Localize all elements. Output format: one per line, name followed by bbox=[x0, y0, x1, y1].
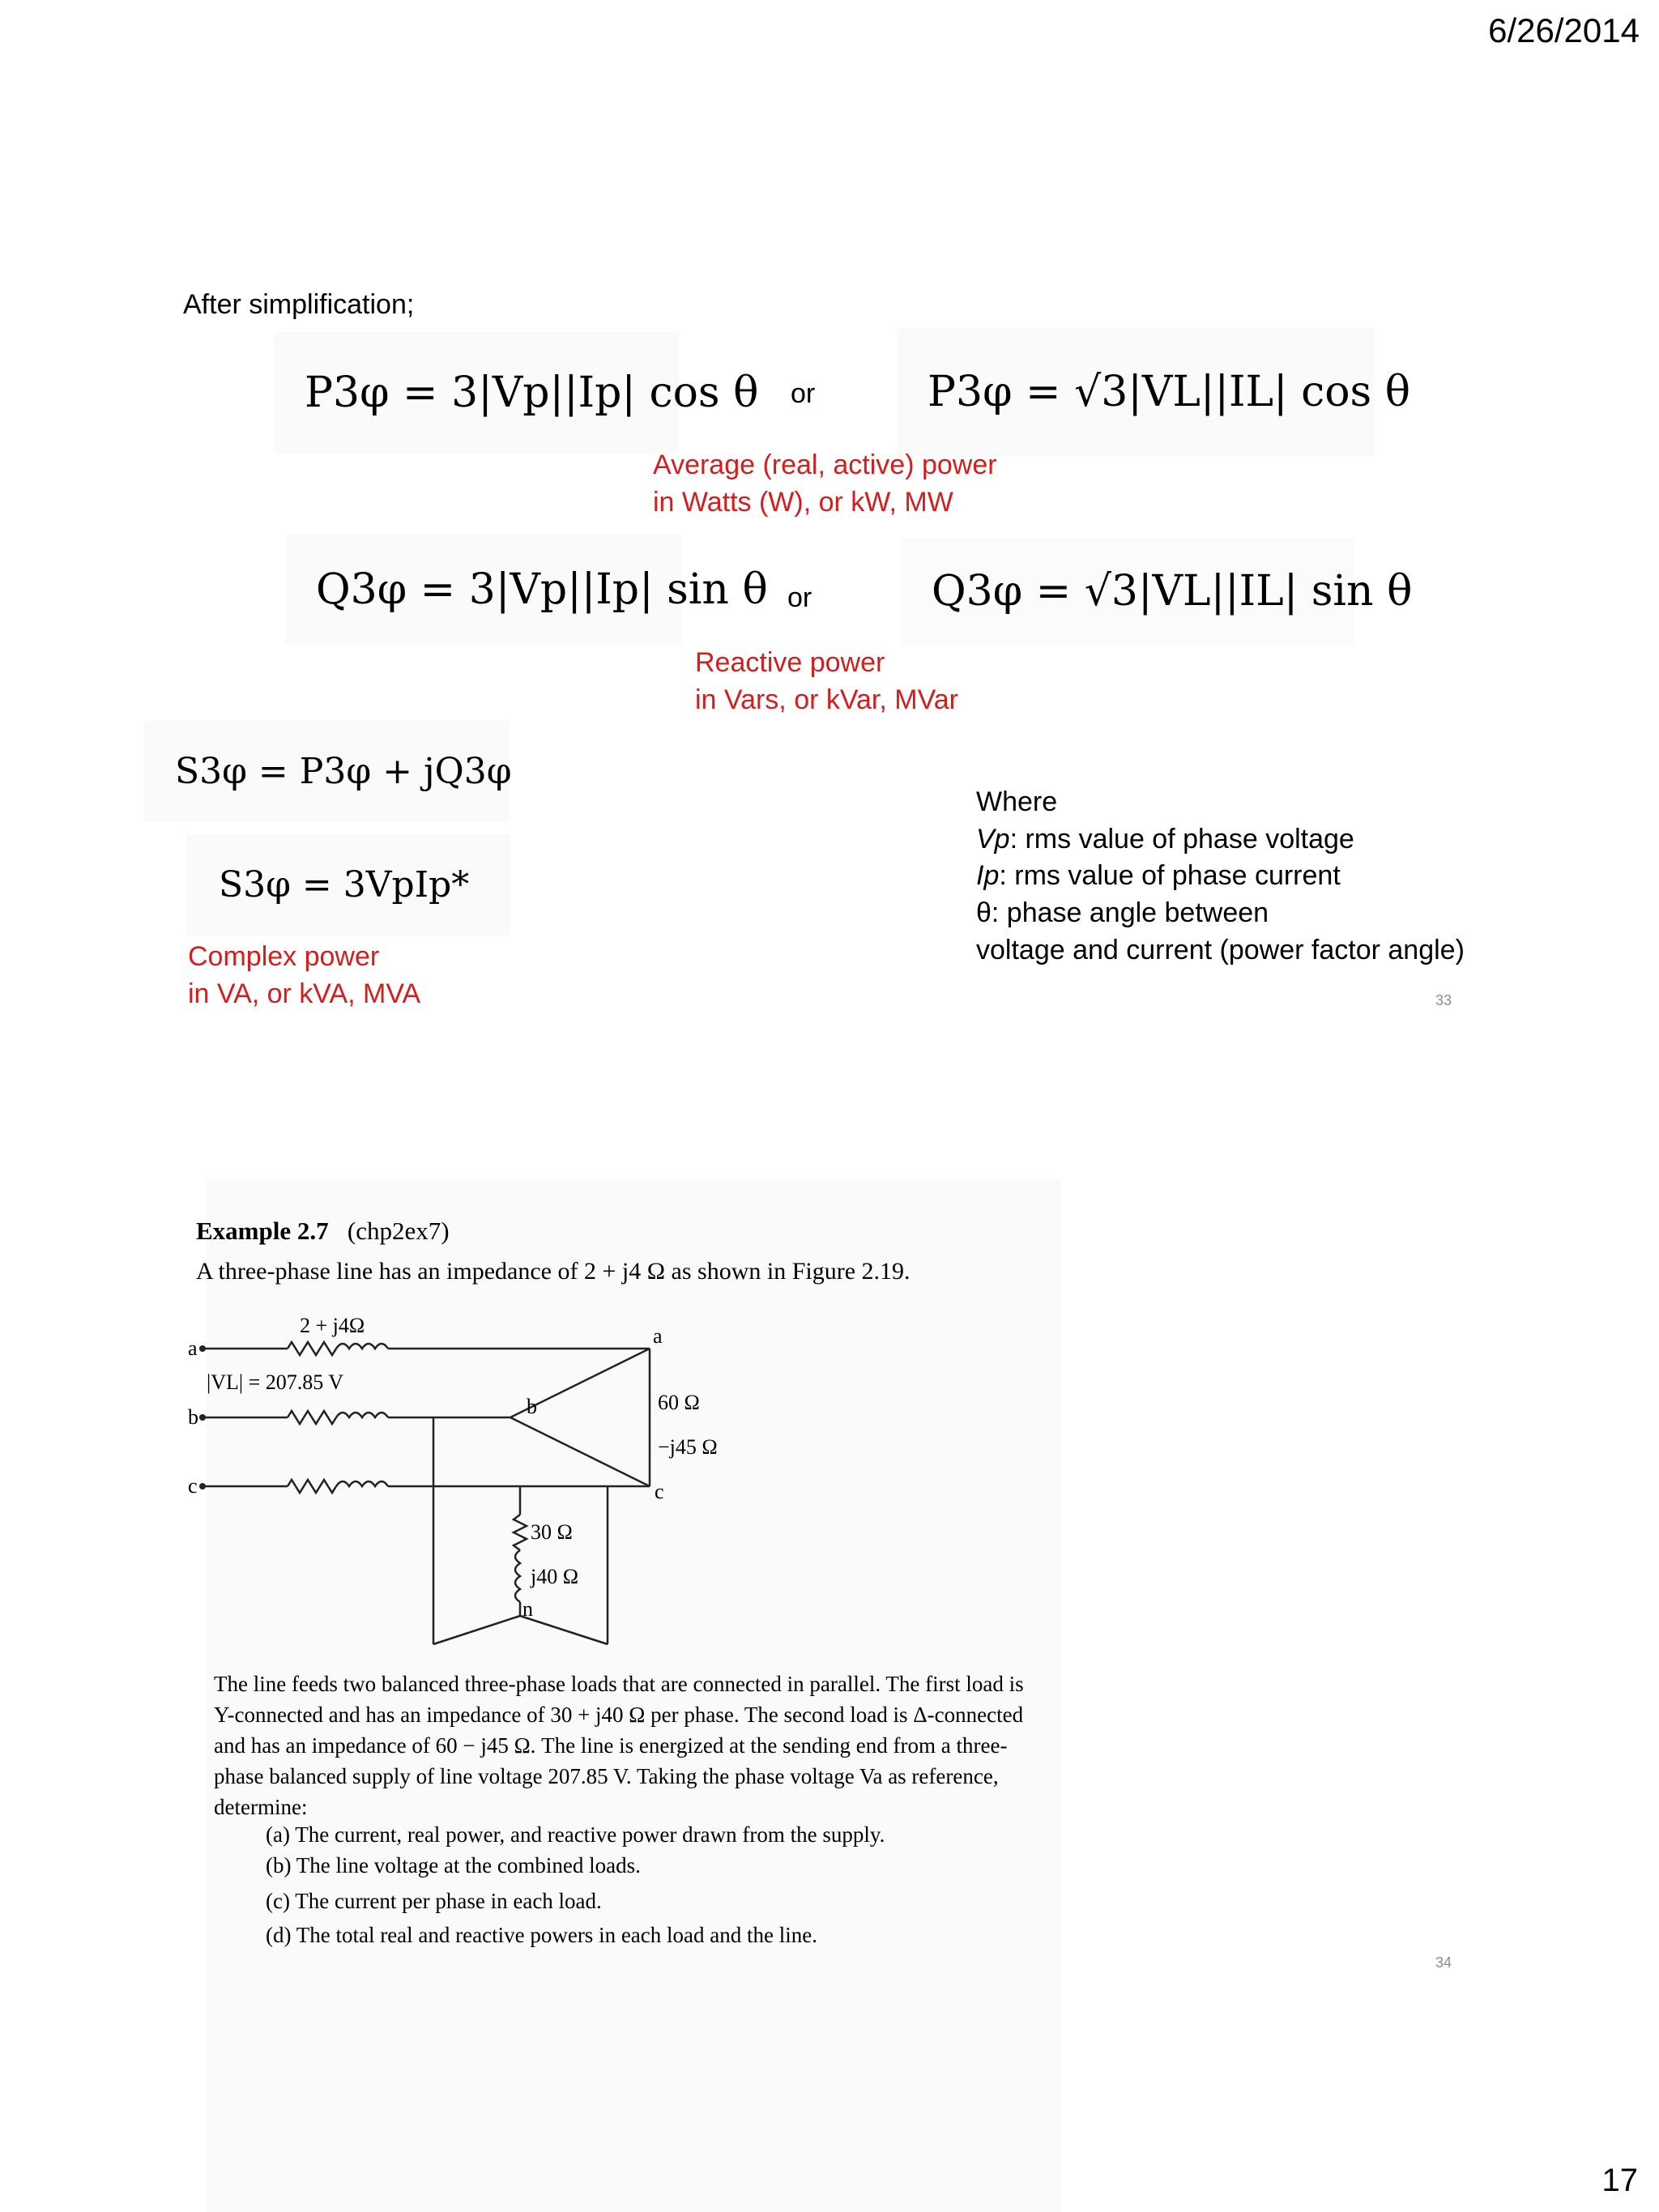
delta-node-b-label: b bbox=[527, 1395, 537, 1418]
delta-node-a-label: a bbox=[653, 1324, 663, 1348]
definition-theta-1: θ: phase angle between bbox=[976, 897, 1269, 928]
line-impedance-label: 2 + j4Ω bbox=[300, 1314, 365, 1337]
note-complex-power-1: Complex power bbox=[188, 941, 380, 972]
or-label-2: or bbox=[787, 582, 812, 613]
delta-reactance-label: −j45 Ω bbox=[658, 1435, 718, 1459]
neutral-label: n bbox=[522, 1597, 533, 1621]
example-label: Example 2.7 bbox=[196, 1217, 329, 1245]
note-average-power-2: in Watts (W), or kW, MW bbox=[653, 487, 953, 518]
equation-q-line: Q3φ = √3|VL||IL| sin θ bbox=[901, 539, 1354, 644]
equation-q-phase: Q3φ = 3|Vp||Ip| sin θ bbox=[285, 535, 682, 644]
example-ref: (chp2ex7) bbox=[347, 1217, 450, 1245]
question-item-c: (c) The current per phase in each load. bbox=[266, 1889, 602, 1913]
page-number: 17 bbox=[1601, 2163, 1638, 2198]
definition-ip bbox=[976, 857, 1341, 894]
definition-vp bbox=[976, 820, 1354, 858]
note-reactive-power-2: in Vars, or kVar, MVar bbox=[695, 684, 958, 715]
question-item-b: (b) The line voltage at the combined loads. bbox=[266, 1853, 641, 1877]
equation-s-sum: S3φ = P3φ + jQ3φ bbox=[144, 721, 509, 822]
header-date: 6/26/2014 bbox=[1488, 11, 1640, 49]
or-label-1: or bbox=[791, 378, 816, 409]
equation-s-product: S3φ = 3VpIp* bbox=[186, 834, 510, 936]
node-c-label: c bbox=[188, 1474, 198, 1498]
note-complex-power-2: in VA, or kVA, MVA bbox=[188, 978, 421, 1009]
circuit-diagram bbox=[186, 1304, 770, 1660]
example-statement: A three-phase line has an impedance of 2 + j4 Ω as shown in Figure 2.19. bbox=[196, 1258, 911, 1285]
definition-theta-2: voltage and current (power factor angle) bbox=[976, 935, 1465, 965]
equation-p-phase: P3φ = 3|Vp||Ip| cos θ bbox=[274, 332, 679, 454]
vp-symbol: Vp bbox=[976, 824, 1010, 855]
wye-resistance-label: 30 Ω bbox=[531, 1520, 573, 1544]
question-item-d: (d) The total real and reactive powers in each load and the line. bbox=[266, 1923, 817, 1947]
ip-definition: : rms value of phase current bbox=[999, 860, 1341, 891]
question-item-a: (a) The current, real power, and reactive power drawn from the supply. bbox=[266, 1822, 885, 1847]
line-voltage-label: |VL| = 207.85 V bbox=[207, 1370, 344, 1394]
example-paragraph: The line feeds two balanced three-phase loads that are connected in parallel. The first load is Y-connected and has an impedance of 30 + j40 Ω per phase. The second load is Δ-connected and has an impedance of 60 − j45 Ω. The line is energized at the sending end from a three-phase balanced supply of line voltage 207.85 V. Taking the phase voltage Va as reference, determine: bbox=[214, 1672, 1024, 1819]
intro-text: After simplification; bbox=[183, 289, 415, 320]
wye-reactance-label: j40 Ω bbox=[531, 1565, 579, 1588]
vp-definition: : rms value of phase voltage bbox=[1009, 824, 1354, 855]
ip-symbol: Ip bbox=[976, 860, 1000, 891]
delta-resistance-label: 60 Ω bbox=[658, 1391, 700, 1414]
note-average-power-1: Average (real, active) power bbox=[653, 450, 997, 480]
note-reactive-power-1: Reactive power bbox=[695, 647, 885, 678]
delta-node-c-label: c bbox=[655, 1480, 664, 1503]
node-b-label: b bbox=[188, 1405, 198, 1429]
example-title bbox=[196, 1217, 450, 1246]
where-heading: Where bbox=[976, 786, 1058, 817]
equation-p-line: P3φ = √3|VL||IL| cos θ bbox=[897, 328, 1375, 456]
node-a-label: a bbox=[188, 1336, 198, 1360]
slide-number-33: 33 bbox=[1435, 992, 1452, 1008]
slide-number-34: 34 bbox=[1435, 1954, 1452, 1971]
